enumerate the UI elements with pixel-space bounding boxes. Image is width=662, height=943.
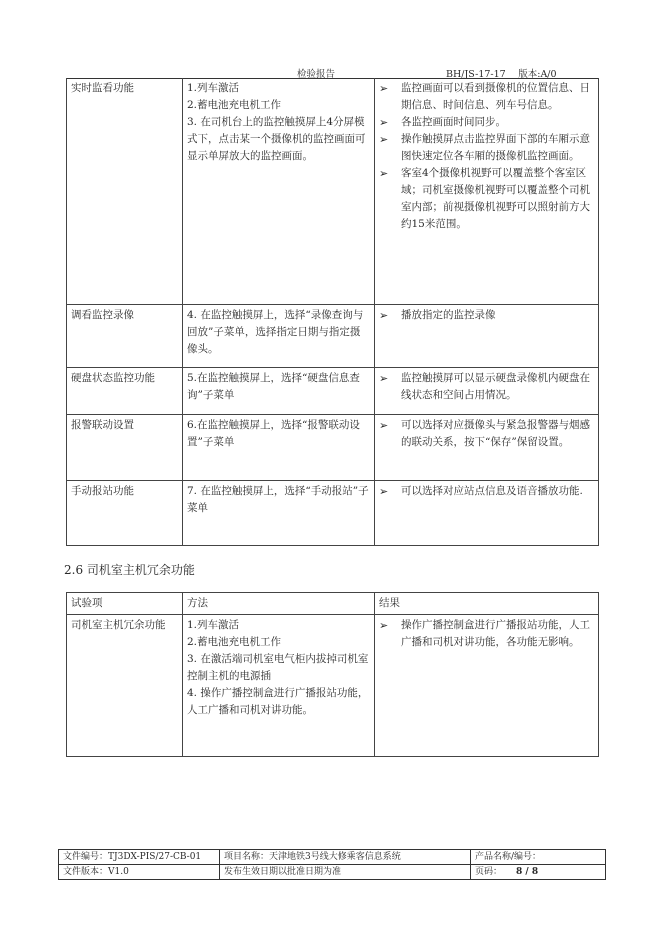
method-line: 6.在监控触摸屏上，选择“报警联动设置”子菜单 <box>187 418 360 448</box>
section-heading: 2.6 司机室主机冗余功能 <box>64 563 195 577</box>
result-cell <box>375 78 599 304</box>
result-cell <box>375 615 599 757</box>
column-header: 结果 <box>375 593 599 615</box>
method-cell <box>183 414 375 480</box>
page-number: 8 / 8 <box>516 867 539 877</box>
arrow-bullet-icon: ➢ <box>379 418 389 432</box>
arrow-bullet-icon: ➢ <box>379 484 389 498</box>
doc-number: 文件编号：TJ3DX-PIS/27-CB-01 <box>59 850 220 865</box>
doc-version: 文件版本：V1.0 <box>59 865 220 880</box>
header-doc-code: BH/JS-17-17 版本:A/0 <box>446 69 557 80</box>
column-header: 方法 <box>183 593 375 615</box>
page-number-cell <box>471 865 606 880</box>
arrow-bullet-icon: ➢ <box>379 619 389 632</box>
test-item-cell: 报警联动设置 <box>67 414 183 480</box>
method-line: 3. 在司机台上的监控触摸屏上4分屏模式下，点击某一个摄像机的监控画面可显示单屏放大的监控画面。 <box>187 116 366 162</box>
result-bullet: ➢ 监控触摸屏可以显示硬盘录像机内硬盘在线状态和空间占用情况。 <box>379 370 594 404</box>
method-cell <box>183 615 375 757</box>
result-bullet: ➢ 监控画面可以看到摄像机的位置信息、日期信息、时间信息、列车号信息。 <box>379 80 594 114</box>
method-line: 2.蓄电池充电机工作 <box>187 636 282 648</box>
result-bullet: ➢ 各监控画面时间同步。 <box>379 116 506 129</box>
table-row <box>67 367 599 414</box>
arrow-bullet-icon: ➢ <box>379 167 389 180</box>
method-line: 4. 在监控触摸屏上，选择“录像查询与回放”子菜单，选择指定日期与指定摄像头。 <box>187 308 364 355</box>
result-bullet: ➢ 操作广播控制盒进行广播报站功能，人工广播和司机对讲功能，各功能无影响。 <box>379 617 594 651</box>
test-item-cell: 实时监看功能 <box>67 78 183 304</box>
result-cell <box>375 414 599 480</box>
result-bullet: ➢ 播放指定的监控录像 <box>379 308 496 322</box>
result-bullet: ➢ 可以选择对应摄像头与紧急报警器与烟感的联动关系，按下“保存”保留设置。 <box>379 417 594 451</box>
arrow-bullet-icon: ➢ <box>379 82 389 95</box>
method-cell <box>183 480 375 545</box>
method-line: 4. 操作广播控制盒进行广播报站功能，人工广播和司机对讲功能。 <box>187 687 369 716</box>
arrow-bullet-icon: ➢ <box>379 116 389 129</box>
test-item-cell: 司机室主机冗余功能 <box>67 615 183 757</box>
result-bullet: ➢ 操作触摸屏点击监控界面下部的车厢示意图快速定位各车厢的摄像机监控画面。 <box>379 131 594 165</box>
effective-date-note: 发布生效日期以批准日期为准 <box>220 865 471 880</box>
test-item-cell: 手动报站功能 <box>67 480 183 545</box>
column-header: 试验项 <box>67 593 183 615</box>
arrow-bullet-icon: ➢ <box>379 371 389 385</box>
result-cell <box>375 304 599 367</box>
method-line: 3. 在激活端司机室电气柜内拔掉司机室控制主机的电源插 <box>187 653 369 682</box>
page-label: 页码： <box>475 867 503 877</box>
project-name: 项目名称：天津地铁3号线大修乘客信息系统 <box>220 850 471 865</box>
footer-row <box>59 850 606 865</box>
test-item-cell: 调看监控录像 <box>67 304 183 367</box>
header-title: 检验报告 <box>297 69 336 80</box>
product-name: 产品名称/编号： <box>471 850 606 865</box>
method-line: 1.列车激活 <box>187 82 240 94</box>
result-bullet: ➢ 客室4个摄像机视野可以覆盖整个客室区域；司机室摄像机视野可以覆盖整个司机室内部；前视摄像机视野可以照射前方大约15米范围。 <box>379 165 594 233</box>
method-cell <box>183 78 375 304</box>
footer-row <box>59 865 606 880</box>
function-test-table <box>66 78 599 546</box>
result-cell <box>375 480 599 545</box>
result-bullet: ➢ 可以选择对应站点信息及语音播放功能. <box>379 484 583 498</box>
method-line: 7. 在监控触摸屏上，选择“手动报站”子菜单 <box>187 484 369 514</box>
method-cell <box>183 367 375 414</box>
redundancy-test-table <box>66 592 599 757</box>
method-line: 5.在监控触摸屏上，选择“硬盘信息查询”子菜单 <box>187 371 360 401</box>
method-line: 2.蓄电池充电机工作 <box>187 99 282 111</box>
method-cell <box>183 304 375 367</box>
arrow-bullet-icon: ➢ <box>379 133 389 146</box>
table-row <box>67 414 599 480</box>
table-row <box>67 615 599 757</box>
result-cell <box>375 367 599 414</box>
arrow-bullet-icon: ➢ <box>379 308 389 322</box>
table-header-row <box>67 593 599 615</box>
table-row <box>67 304 599 367</box>
table-row <box>67 78 599 304</box>
method-line: 1.列车激活 <box>187 619 240 631</box>
test-item-cell: 硬盘状态监控功能 <box>67 367 183 414</box>
footer-table <box>58 849 606 880</box>
table-row <box>67 480 599 545</box>
